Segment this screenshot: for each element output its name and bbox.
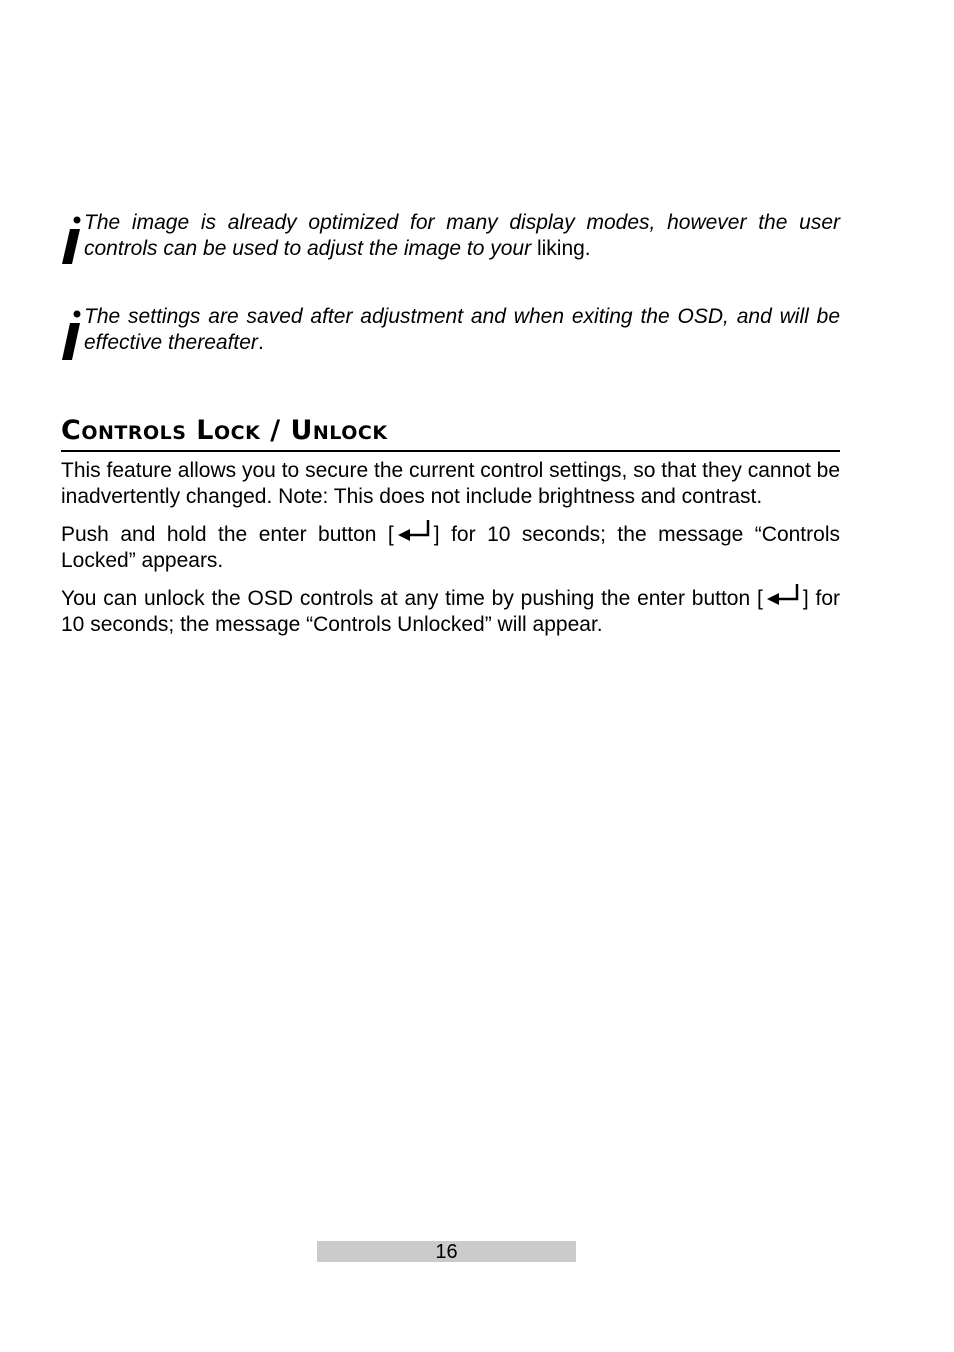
section-paragraph-1: This feature allows you to secure the current control settings, so that they cannot be inadvertently changed. Note: This does not include brightness and contrast. [61,459,840,508]
note-text [84,304,840,356]
section-paragraph-2 [61,519,840,574]
paragraph-text: ] for 10 seconds; the message “Controls Locked” appears. [61,523,840,572]
paragraph-text: ] for 10 seconds; the message “Controls Unlocked” will appear. [61,587,840,636]
enter-key-icon [763,583,803,609]
note-italic-text: The image is already optimized for many display modes, however the user controls can be used to adjust the image to your [84,211,840,260]
section-paragraph-3 [61,583,840,638]
info-note-2 [60,304,840,356]
controls-lock-section [61,414,840,638]
note-plain-text: liking. [531,237,591,260]
section-title: Controls Lock / Unlock [61,414,840,452]
info-icon [60,304,84,364]
note-text [84,210,840,262]
note-italic-text: The settings are saved after adjustment and when exiting the OSD, and will be effective thereafter [84,305,840,354]
info-note-1 [60,210,840,262]
note-plain-text: . [257,331,264,354]
page-number: 16 [317,1241,576,1262]
paragraph-text: Push and hold the enter button [ [61,523,394,546]
paragraph-text: You can unlock the OSD controls at any time by pushing the enter button [ [61,587,763,610]
info-icon [60,210,84,270]
enter-key-icon [394,519,434,545]
